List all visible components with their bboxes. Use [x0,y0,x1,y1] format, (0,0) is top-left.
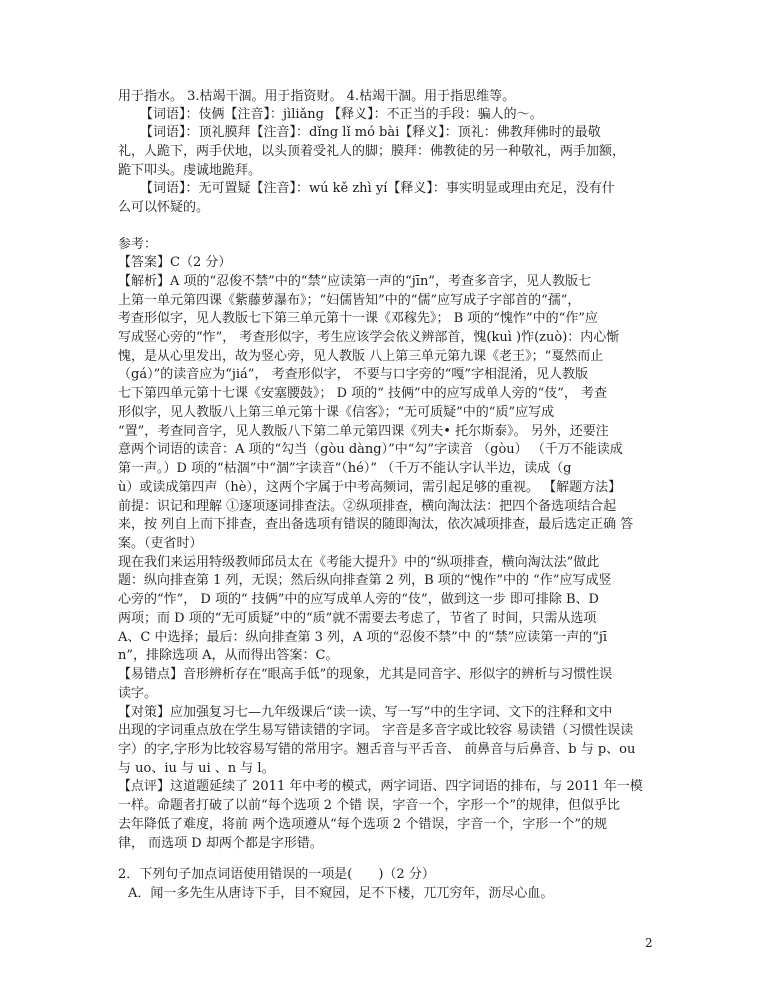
analysis-line: 前提：识记和理解 ①逐项逐词排查法。②纵项排查，横向淘汰法：把四个备选项结合起 [118,499,617,514]
analysis-line: 愧，是从心里发出，故为竖心旁，见人教版 八上第三单元第九课《老王》；“戛然而止 [118,349,604,364]
analysis-line: 题：纵向排查第 1 列，无误；然后纵向排查第 2 列，B 项的“愧作”中的 “作”应写成竖 [118,573,612,588]
analysis-line: （gá）”的读音应为“jiá”， 考查形似字， 不要与口字旁的“嘎”字相混淆，见人教版 [118,367,589,382]
analysis-line: 写成竖心旁的“怍”， 考查形似字，考生应该学会依义辨部首，愧(kuì )怍(zuò)：内心惭 [118,330,620,345]
strategy-line: 字）的字,字形为比较容易写错的常用字。翘舌音与平舌音、 前鼻音与后鼻音、b 与 p、ou [118,742,636,757]
comment-line: 律， 而选项 D 却两个都是字形错。 [118,836,323,851]
analysis-line: 案。（吏省时） [118,536,203,551]
comment-line: 【点评】这道题延续了 2011 年中考的模式，两字词语、四字词语的排布，与 2011 年一模 [118,779,643,794]
vocab-entry-line: 礼，人跪下，两手伏地，以头顶着受礼人的脚；膜拜：佛教徒的另一种敬礼，两手加额， [118,144,626,159]
vocab-entry-line: 跪下叩头。虔诚地跪拜。 [118,163,262,178]
strategy-line: 与 uo、iu 与 ui 、n 与 l。 [118,761,275,776]
strategy-line: 出现的字词重点放在学生易写错读错的字词。 字音是多音字或比较容 易读错（习惯性误读 [118,723,634,738]
vocab-entry-line: 【词语】：无可置疑【注音】：wú kě zhì yí【释义】：事实明显或理由充足，没有什 [140,181,615,196]
strategy-line: 【对策】应加强复习七—九年级课后“读一读、写一写”中的生字词、文下的注释和文中 [118,705,613,720]
analysis-line: 上第一单元第四课《紫藤萝瀑布》；“妇儒皆知”中的“儒”应写成子字部首的“孺”， [118,293,581,308]
comment-line: 一样。命题者打破了以前“每个选项 2 个错 误，字音一个，字形一个”的规律，但似乎比 [118,798,620,813]
question-2-option-a: A．闻一多先生从唐诗下手，目不窥园，足不下楼，兀兀穷年，沥尽心血。 [128,886,554,901]
answer-line: 【答案】C（2 分） [118,255,232,270]
analysis-line: A、C 中选择；最后：纵向排查第 3 列，A 项的“忍俊不禁”中 的“禁”应读第一声的“jī [118,630,608,645]
analysis-line: ù）或读成第四声（hè），这两个字属于中考高频词，需引起足够的重视。 【解题方法】 [118,480,622,495]
question-2-stem: 2．下列句子加点词语使用错误的一项是( )（2 分） [118,867,435,882]
analysis-line: 意两个词语的读音：A 项的“勾当（gòu dàng）”中“勾”字读音 （gòu） （千万不能读成 [118,442,623,457]
definition-line: 用于指水。 3.枯竭干涸。用于指资财。 4.枯竭干涸。用于指思维等。 [118,89,516,104]
analysis-line: 七下第四单元第十七课《安塞腰鼓》； D 项的“ 技俩”中的应写成单人旁的“伎”， 考查 [118,386,608,401]
reference-heading: 参考： [118,237,158,252]
analysis-line: 【解析】A 项的“忍俊不禁”中的“禁”应读第一声的“jīn”，考查多音字，见人教版七 [118,274,591,289]
vocab-entry-line: 【词语】：顶礼膜拜【注音】：dǐng lǐ mó bài【释义】：顶礼：佛教拜佛时的最敬 [140,125,601,140]
comment-line: 去年降低了难度，将前 两个选项遵从“每个选项 2 个错误，字音一个，字形一个”的规 [118,817,607,832]
error-prone-line: 读字。 [118,686,158,701]
analysis-line: n”，排除选项 A，从而得出答案：C。 [118,648,339,663]
page-number: 2 [645,936,653,950]
analysis-line: 形似字，见人教版八上第三单元第十课《信客》；“无可质疑”中的“质”应写成 [118,405,555,420]
vocab-entry-line: 么可以怀疑的。 [118,200,210,215]
analysis-line: 考查形似字，见人教版七下第三单元第十一课《邓稼先》； B 项的“愧怍”中的“作”应 [118,311,598,326]
analysis-line: “置”，考查同音字，见人教版八下第二单元第四课《列夫• 托尔斯泰》。 另外，还要注 [118,424,609,439]
analysis-line: 两项；而 D 项的“无可质疑”中的“质”就不需要去考虑了，节省了 时间，只需从选项 [118,611,597,626]
analysis-line: 来，按 列自上而下排查，查出备选项有错误的随即淘汰，依次减项排查，最后选定正确 答 [118,517,634,532]
analysis-line: 第一声。）D 项的“枯涸”中“涸”字读音“（hé）” （千万不能认字认半边，读成（g [118,461,572,476]
analysis-line: 现在我们来运用特级教师邱员太在《考能大提升》中的“纵项排查，横向淘汰法”做此 [118,555,600,570]
error-prone-line: 【易错点】音形辨析存在“眼高手低”的现象，尤其是同音字、形似字的辨析与习惯性误 [118,667,613,682]
analysis-line: 心旁的“怍”， D 项的“ 技俩”中的应写成单人旁的“伎”，做到这一步 即可排除 B、D [118,592,599,607]
vocab-entry-line: 【词语】：伎俩【注音】：jìliǎng 【释义】：不正当的手段：骗人的～。 [140,107,543,122]
